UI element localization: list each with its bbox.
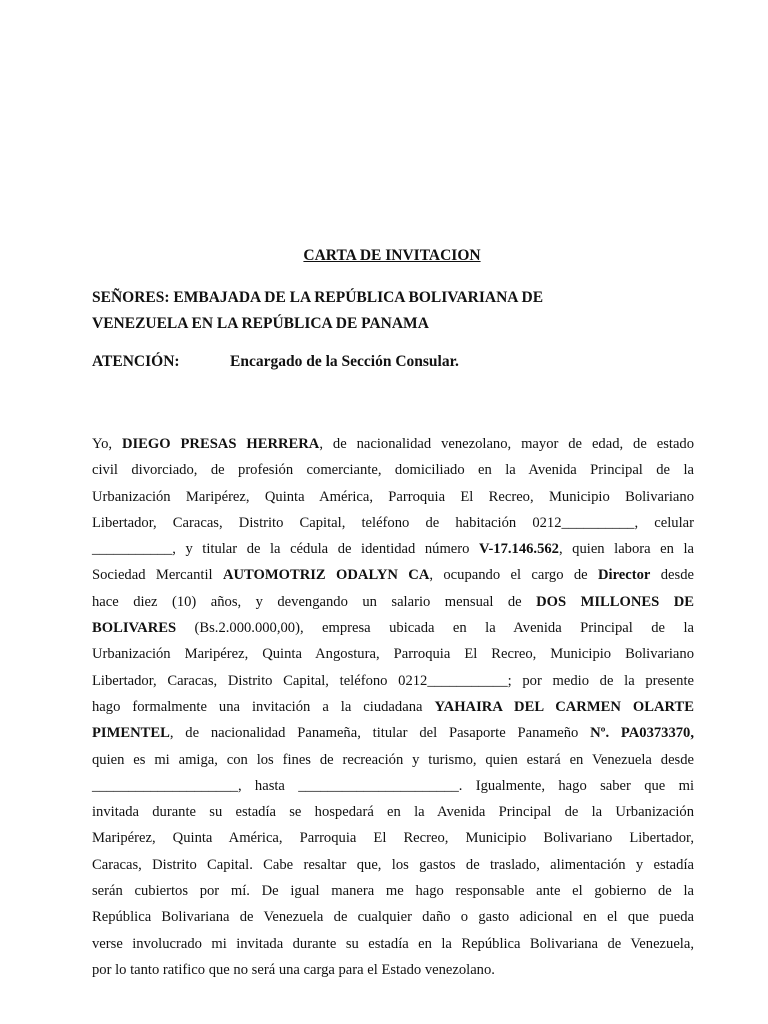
body-line [92,720,694,746]
bold-text: BOLIVARES [92,620,177,637]
recipient-line-1: SEÑORES: EMBAJADA DE LA REPÚBLICA BOLIVARIANA DE [92,289,544,306]
bold-text: YAHAIRA DEL CARMEN OLARTE [434,698,695,715]
body-line [92,931,694,957]
body-text-segment: civil divorciado, de profesión comerciante, domiciliado en la Avenida Principal de la [92,462,694,479]
body-text-segment: ____________________, hasta ______________________. Igualmente, hago saber que mi [92,777,694,794]
body-line [92,431,694,457]
body-line [92,510,694,536]
body-text-segment: por lo tanto ratifico que no será una carga para el Estado venezolano. [92,961,495,978]
body-text-segment: Libertador, Caracas, Distrito Capital, teléfono de habitación 0212__________, celular [92,514,694,531]
body-text-segment: quien es mi amiga, con los fines de recreación y turismo, quien estará en Venezuela desde [92,751,694,768]
body-line [92,484,694,510]
body-line [92,457,694,483]
body-text-segment: invitada durante su estadía se hospedará en la Avenida Principal de la Urbanización [92,804,694,821]
bold-text: DOS MILLONES DE [536,593,694,610]
body-text-segment: serán cubiertos por mí. De igual manera me hago responsable ante el gobierno de la [92,883,694,900]
body-text-segment: desde [650,567,694,584]
body-line [92,641,694,667]
attention-label: ATENCIÓN: [92,353,180,370]
body-line [92,799,694,825]
body-line [92,852,694,878]
body-text-segment: ___________, y titular de la cédula de identidad número [92,541,479,558]
body-text-segment: Libertador, Caracas, Distrito Capital, teléfono 0212___________; por medio de la presente [92,672,694,689]
body-text-segment: Caracas, Distrito Capital. Cabe resaltar que, los gastos de traslado, alimentación y estadía [92,856,694,873]
body-line [92,878,694,904]
bold-text: Director [598,567,651,584]
bold-text: AUTOMOTRIZ ODALYN CA [222,567,430,584]
bold-text: DIEGO PRESAS HERRERA [121,436,320,452]
letter-title: CARTA DE INVITACION [303,247,481,264]
body-text-segment: , quien labora en la [558,541,694,558]
attention-value: Encargado de la Sección Consular. [230,353,459,370]
body-text-segment: Maripérez, Quinta América, Parroquia El Recreo, Municipio Bolivariano Libertador, [92,830,694,847]
body-text-segment: , de nacionalidad venezolano, mayor de edad, de estado [319,436,695,452]
bold-text: PIMENTEL [92,725,170,742]
bold-text: Nº. PA0373370, [590,725,694,742]
body-line [92,615,694,641]
body-line [92,562,694,588]
attention-line [92,353,459,371]
body-text-segment: , ocupando el cargo de [429,567,598,584]
body-line [92,747,694,773]
body-text-segment: República Bolivariana de Venezuela de cualquier daño o gasto adicional en el que pueda [92,909,694,926]
body-text-segment: Sociedad Mercantil [92,567,223,584]
recipient-block [92,285,692,337]
body-line [92,668,694,694]
body-text-segment: , de nacionalidad Panameña, titular del Pasaporte Panameño [169,725,591,742]
body-text-segment: hago formalmente una invitación a la ciudadana [92,698,435,715]
body-line [92,536,694,562]
body-text-segment: Yo, [92,436,122,452]
body-text-segment: hace diez (10) años, y devengando un salario mensual de [92,593,537,610]
recipient-line-2: VENEZUELA EN LA REPÚBLICA DE PANAMA [92,315,429,332]
body-text-segment: Urbanización Maripérez, Quinta América, Parroquia El Recreo, Municipio Bolivariano [92,488,694,505]
body-line [92,589,694,615]
body-text-segment: (Bs.2.000.000,00), empresa ubicada en la Avenida Principal de la [176,620,694,637]
bold-text: V-17.146.562 [478,541,559,558]
body-text-segment: Urbanización Maripérez, Quinta Angostura, Parroquia El Recreo, Municipio Bolivariano [92,646,694,663]
body-text-segment: verse involucrado mi invitada durante su estadía en la República Bolivariana de Venezuela, [92,935,694,952]
body-line [92,957,694,983]
body-line [92,694,694,720]
body-line [92,773,694,799]
body-line [92,904,694,930]
body-line [92,825,694,851]
letter-body [92,431,694,983]
